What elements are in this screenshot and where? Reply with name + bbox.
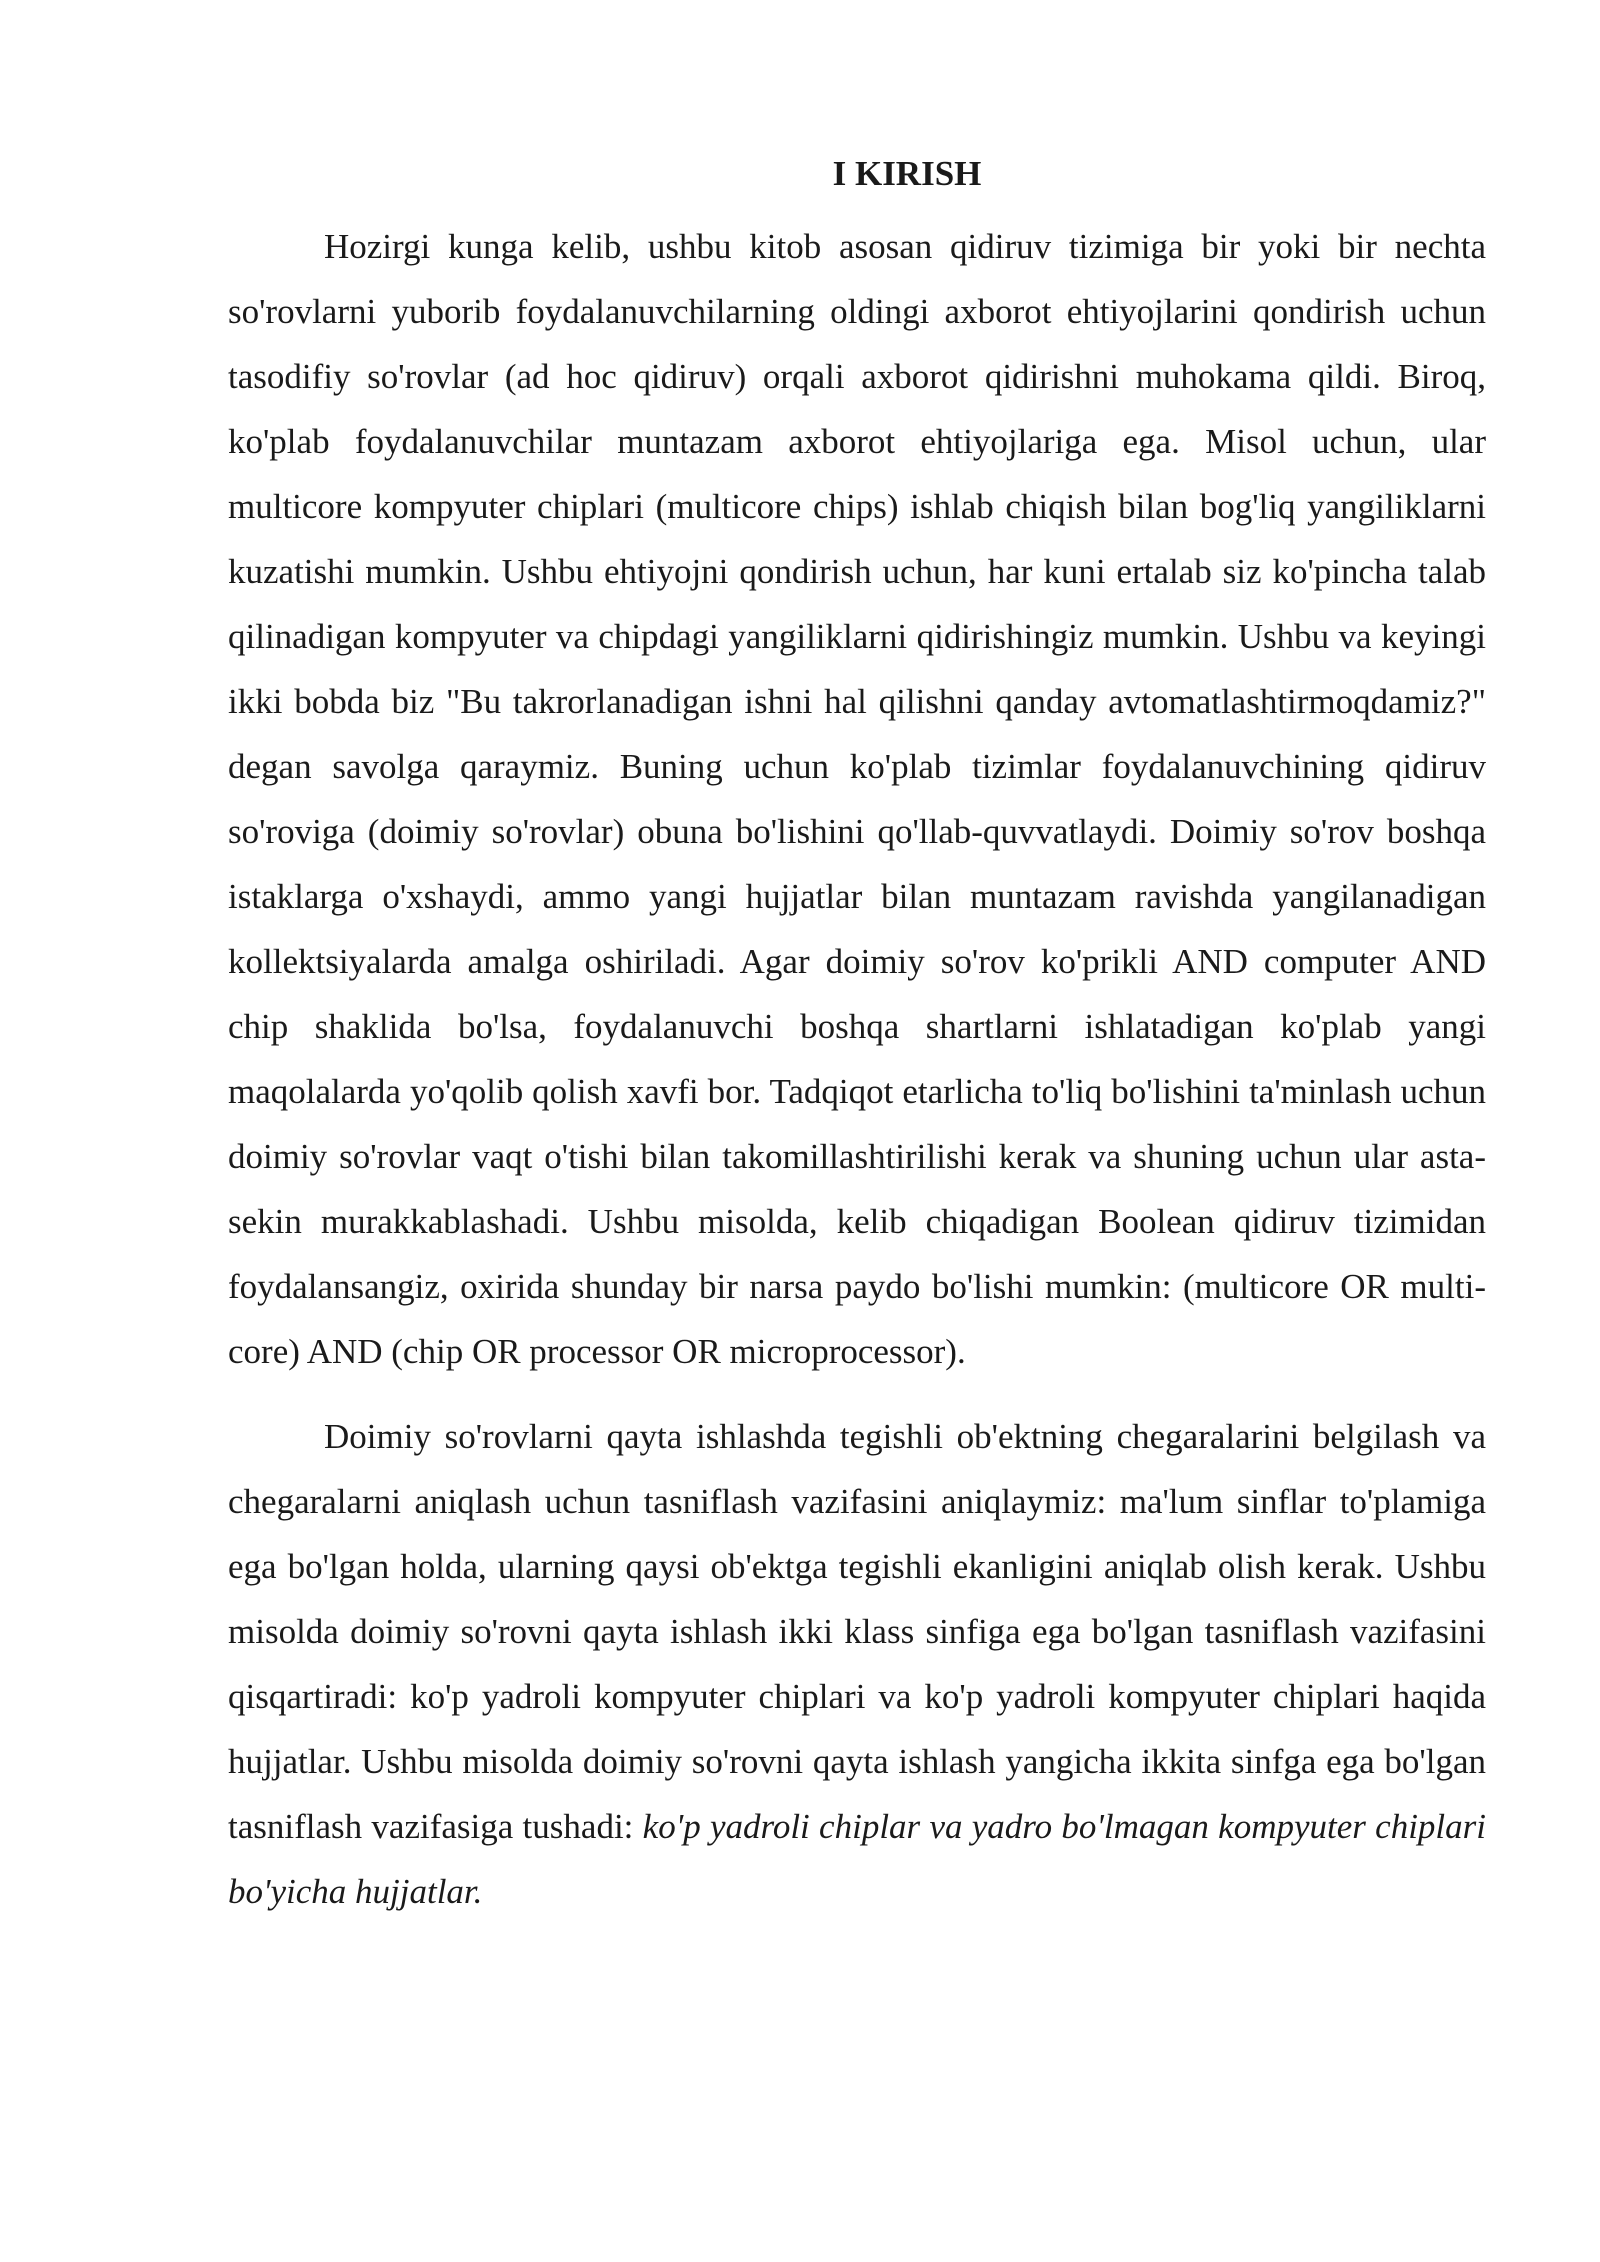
document-page [228, 150, 1486, 1924]
paragraph-1-text: Hozirgi kunga kelib, ushbu kitob asosan qidiruv tizimiga bir yoki bir nechta so'rovlarni yuborib foydalanuvchilarning oldingi axborot ehtiyojlarini qondirish uchun tasodifiy so'rovlar (ad hoc qidiruv) orqali axborot qidirishni muhokama qildi. Biroq, ko'plab foydalanuvchilar muntazam axborot ehtiyojlariga ega. Misol uchun, ular multicore kompyuter chiplari (multicore chips) ishlab chiqish bilan bog'liq yangiliklarni kuzatishi mumkin. Ushbu ehtiyojni qondirish uchun, har kuni ertalab siz ko'pincha talab qilinadigan kompyuter va chipdagi yangiliklarni qidirishingiz mumkin. Ushbu va keyingi ikki bobda biz "Bu takrorlanadigan ishni hal qilishni qanday avtomatlashtirmoqdamiz?" degan savolga qaraymiz. Buning uchun ko'plab tizimlar foydalanuvchining qidiruv so'roviga (doimiy so'rovlar) obuna bo'lishini qo'llab-quvvatlaydi. Doimiy so'rov boshqa istaklarga o'xshaydi, ammo yangi hujjatlar bilan muntazam ravishda yangilanadigan kollektsiyalarda amalga oshiriladi. Agar doimiy so'rov ko'prikli AND computer AND chip shaklida bo'lsa, foydalanuvchi boshqa shartlarni ishlatadigan ko'plab yangi maqolalarda yo'qolib qolish xavfi bor. Tadqiqot etarlicha to'liq bo'lishini ta'minlash uchun doimiy so'rovlar vaqt o'tishi bilan takomillashtirilishi kerak va shuning uchun ular asta-sekin murakkablashadi. Ushbu misolda, kelib chiqadigan Boolean qidiruv tizimidan foydalansangiz, oxirida shunday bir narsa paydo bo'lishi mumkin: (multicore OR multi-core) AND (chip OR processor OR microprocessor). [228, 227, 1486, 1371]
paragraph-2-text: Doimiy so'rovlarni qayta ishlashda tegishli ob'ektning chegaralarini belgilash va chegaralarni aniqlash uchun tasniflash vazifasini aniqlaymiz: ma'lum sinflar to'plamiga ega bo'lgan holda, ularning qaysi ob'ektga tegishli ekanligini aniqlab olish kerak. Ushbu misolda doimiy so'rovni qayta ishlash ikki klass sinfiga ega bo'lgan tasniflash vazifasini qisqartiradi: ko'p yadroli kompyuter chiplari va ko'p yadroli kompyuter chiplari haqida hujjatlar. Ushbu misolda doimiy so'rovni qayta ishlash yangicha ikkita sinfga ega bo'lgan tasniflash vazifasiga tushadi: [228, 1417, 1486, 1846]
paragraph-2-italic-text: ko'p yadroli chiplar va yadro bo'lmagan kompyuter chiplari bo'yicha hujjatlar. [228, 1807, 1486, 1911]
paragraph-1 [228, 214, 1486, 1384]
section-title: I KIRISH [832, 154, 982, 193]
paragraph-2 [228, 1404, 1486, 1924]
